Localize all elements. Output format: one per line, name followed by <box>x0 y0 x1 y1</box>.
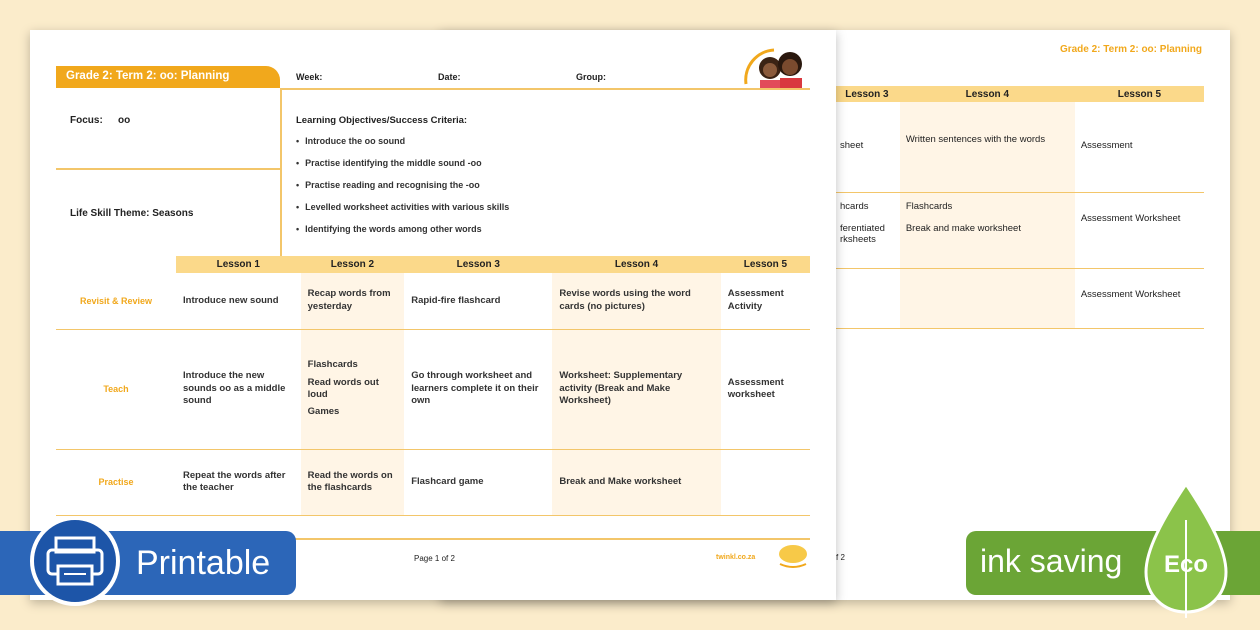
eco-label: Eco <box>1163 551 1209 578</box>
back-cell <box>900 268 1075 328</box>
objective-item: • Levelled worksheet activities with various skills <box>296 196 509 218</box>
focus-label: Focus: <box>70 115 103 126</box>
plan-cell: Worksheet: Supplementary activity (Break and Make Worksheet) <box>552 329 720 449</box>
children-illustration <box>740 44 808 88</box>
plan-cell: Introduce the new sounds oo as a middle sound <box>176 329 301 449</box>
objective-item: • Identifying the words among other words <box>296 218 509 240</box>
objectives-title: Learning Objectives/Success Criteria: <box>296 115 468 126</box>
lesson-header: Lesson 5 <box>721 256 810 273</box>
page-number: Page 1 of 2 <box>414 554 455 563</box>
back-cell: Written sentences with the words <box>900 102 1075 192</box>
row-label: Practise <box>56 449 176 515</box>
lesson-header: Lesson 1 <box>176 256 301 273</box>
row-label: Revisit & Review <box>56 273 176 329</box>
back-lesson-header: Lesson 5 <box>1075 86 1204 102</box>
printable-label: Printable <box>136 544 271 582</box>
front-page <box>30 30 836 600</box>
life-skill-theme: Life Skill Theme: Seasons <box>70 208 194 219</box>
date-label: Date: <box>438 72 461 82</box>
back-cell <box>834 268 900 328</box>
table-row <box>56 273 810 329</box>
table-row <box>56 449 810 515</box>
back-cell: Assessment <box>1075 102 1204 192</box>
back-lesson-table <box>834 86 1204 329</box>
lesson-plan-table <box>56 256 810 516</box>
back-cell: Assessment Worksheet <box>1075 268 1204 328</box>
back-cell: sheet <box>834 102 900 192</box>
plan-cell: Assessment worksheet <box>721 329 810 449</box>
row-label: Teach <box>56 329 176 449</box>
group-label: Group: <box>576 72 606 82</box>
eco-leaf-icon <box>1140 480 1232 620</box>
back-lesson-header: Lesson 3 <box>834 86 900 102</box>
lesson-header: Lesson 3 <box>404 256 552 273</box>
site-url: twinkl.co.za <box>716 554 756 561</box>
plan-cell: Recap words from yesterday <box>301 273 405 329</box>
back-cell: Assessment Worksheet <box>1075 192 1204 268</box>
plan-cell: Repeat the words after the teacher <box>176 449 301 515</box>
plan-cell: Flashcards Read words out loud Games <box>301 329 405 449</box>
focus-value: oo <box>118 115 131 126</box>
divider <box>56 168 280 170</box>
page-title: Grade 2: Term 2: oo: Planning <box>56 66 280 88</box>
plan-cell: Read the words on the flashcards <box>301 449 405 515</box>
plan-cell: Rapid-fire flashcard <box>404 273 552 329</box>
back-page-number: f 2 <box>836 553 845 562</box>
plan-cell: Introduce new sound <box>176 273 301 329</box>
back-page-title: Grade 2: Term 2: oo: Planning <box>1059 44 1202 55</box>
lesson-header: Lesson 4 <box>552 256 720 273</box>
objectives-list <box>296 130 509 240</box>
table-row <box>56 329 810 449</box>
printer-icon <box>30 516 120 606</box>
plan-cell: Break and Make worksheet <box>552 449 720 515</box>
plan-cell: Go through worksheet and learners complete it on their own <box>404 329 552 449</box>
objective-item: • Practise identifying the middle sound -oo <box>296 152 509 174</box>
plan-cell <box>721 449 810 515</box>
lesson-header: Lesson 2 <box>301 256 405 273</box>
back-cell: Flashcards Break and make worksheet <box>900 192 1075 268</box>
plan-cell: Assessment Activity <box>721 273 810 329</box>
twinkl-logo-icon <box>776 542 810 570</box>
objective-item: • Introduce the oo sound <box>296 130 509 152</box>
header-divider <box>280 88 810 90</box>
back-cell: hcards ferentiated rksheets <box>834 192 900 268</box>
ink-saving-label: ink saving <box>980 543 1123 579</box>
objective-item: • Practise reading and recognising the -oo <box>296 174 509 196</box>
plan-cell: Revise words using the word cards (no pictures) <box>552 273 720 329</box>
corner-cell <box>56 256 176 273</box>
back-lesson-header: Lesson 4 <box>900 86 1075 102</box>
column-divider <box>280 88 282 258</box>
week-label: Week: <box>296 72 323 82</box>
plan-cell: Flashcard game <box>404 449 552 515</box>
